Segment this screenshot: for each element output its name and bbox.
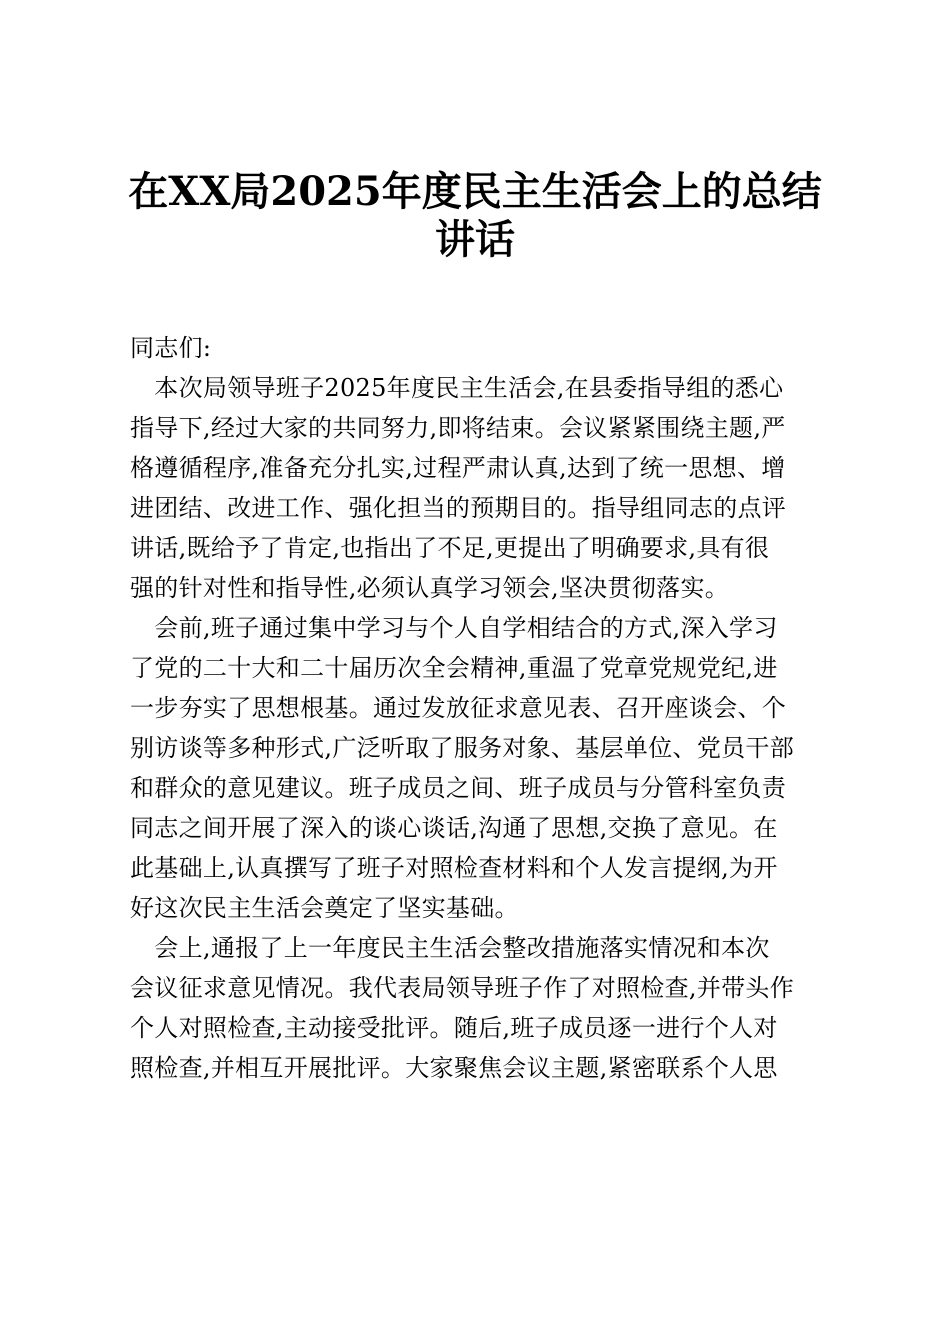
paragraph-line: 会前,班子通过集中学习与个人自学相结合的方式,深入学习: [130, 614, 778, 642]
paragraph-line: 同志之间开展了深入的谈心谈话,沟通了思想,交换了意见。在: [130, 814, 778, 842]
title-line-1: 在XX局2025年度民主生活会上的总结: [128, 168, 822, 215]
paragraph-line: 强的针对性和指导性,必须认真学习领会,坚决贯彻落实。: [130, 574, 730, 602]
paragraph-line: 别访谈等多种形式,广泛听取了服务对象、基层单位、党员干部: [130, 734, 795, 762]
paragraph-line: 此基础上,认真撰写了班子对照检查材料和个人发言提纲,为开: [130, 854, 778, 882]
paragraph-line: 一步夯实了思想根基。通过发放征求意见表、召开座谈会、个: [130, 694, 787, 722]
paragraph-line: 进团结、改进工作、强化担当的预期目的。指导组同志的点评: [130, 494, 787, 522]
paragraph-line: 好这次民主生活会奠定了坚实基础。: [130, 894, 519, 922]
paragraph-line: 会上,通报了上一年度民主生活会整改措施落实情况和本次: [130, 934, 770, 962]
salutation: 同志们:: [130, 334, 212, 362]
paragraph-line: 会议征求意见情况。我代表局领导班子作了对照检查,并带头作: [130, 974, 795, 1002]
paragraphs: [130, 368, 830, 1088]
paragraph-line: 个人对照检查,主动接受批评。随后,班子成员逐一进行个人对: [130, 1014, 778, 1042]
paragraph-line: 了党的二十大和二十届历次全会精神,重温了党章党规党纪,进: [130, 654, 778, 682]
document-body: [130, 328, 830, 1088]
title-line-2: 讲话: [435, 216, 515, 263]
paragraph-line: 指导下,经过大家的共同努力,即将结束。会议紧紧围绕主题,严: [130, 414, 786, 442]
paragraph: [130, 368, 830, 608]
paragraph: [130, 608, 830, 928]
paragraph-line: 和群众的意见建议。班子成员之间、班子成员与分管科室负责: [130, 774, 787, 802]
document-title: [0, 168, 950, 264]
paragraph-line: 讲话,既给予了肯定,也指出了不足,更提出了明确要求,具有很: [130, 534, 770, 562]
paragraph-line: 照检查,并相互开展批评。大家聚焦会议主题,紧密联系个人思: [130, 1054, 778, 1082]
paragraph: [130, 928, 830, 1088]
paragraph-line: 本次局领导班子2025年度民主生活会,在县委指导组的悉心: [130, 374, 784, 402]
paragraph-line: 格遵循程序,准备充分扎实,过程严肃认真,达到了统一思想、增: [130, 454, 786, 482]
